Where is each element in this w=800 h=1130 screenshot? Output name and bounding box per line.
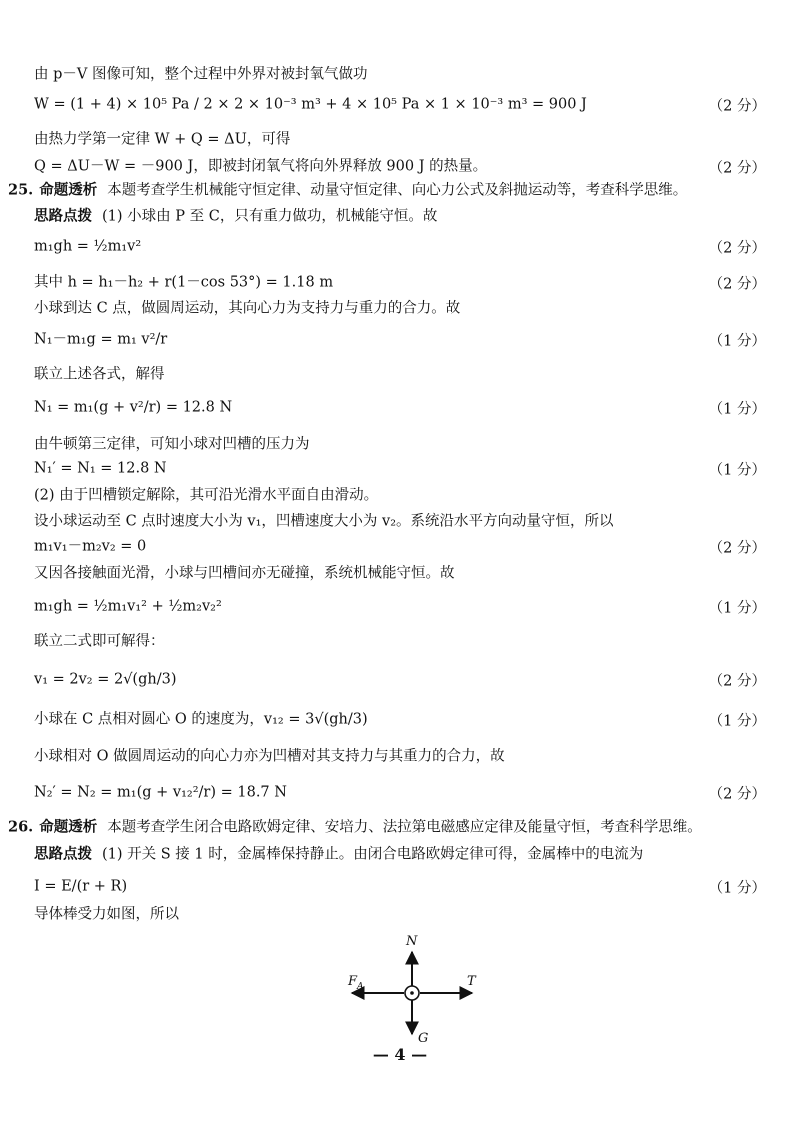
- text-line: [0, 742, 800, 772]
- line-text: 由 p－V 图像可知，整个过程中外界对被封氧气做功: [34, 66, 368, 83]
- analysis-line: [8, 820, 702, 837]
- line-text: 由牛顿第三定律，可知小球对凹槽的压力为: [34, 436, 310, 453]
- text-line: [0, 559, 800, 589]
- label-g: G: [418, 1031, 429, 1046]
- points-label: （2 分）: [708, 160, 766, 177]
- points-label: （2 分）: [708, 540, 766, 557]
- line-text: N₂′ = N₂ = m₁(g + v₁₂²/r) = 18.7 N: [34, 784, 287, 801]
- text-line: [0, 900, 800, 930]
- text-line: [0, 125, 800, 155]
- equation-line: [0, 232, 800, 262]
- line-text: (2) 由于凹槽锁定解除，其可沿光滑水平面自由滑动。: [34, 487, 379, 504]
- hint-tag: 思路点拨: [34, 845, 92, 863]
- line-text: 又因各接触面光滑，小球与凹槽间亦无碰撞，系统机械能守恒。故: [34, 565, 455, 582]
- equation-line: [0, 872, 800, 902]
- question-number: 25.: [8, 181, 34, 199]
- line-text: N₁′ = N₁ = 12.8 N: [34, 460, 167, 477]
- question-25-hint: [0, 202, 800, 232]
- question-26-analysis: [0, 813, 800, 843]
- label-t: T: [467, 974, 476, 989]
- points-label: （1 分）: [708, 333, 766, 350]
- line-text: 小球到达 C 点，做圆周运动，其向心力为支持力与重力的合力。故: [34, 300, 461, 317]
- line-text: 设小球运动至 C 点时速度大小为 v₁，凹槽速度大小为 v₂。系统沿水平方向动量守恒，所以: [34, 513, 614, 530]
- analysis-tag: 命题透析: [39, 818, 98, 836]
- analysis-text: 本题考查学生机械能守恒定律、动量守恒定律、向心力公式及斜抛运动等，考查科学思维。: [107, 182, 688, 199]
- hint-line: [34, 847, 643, 864]
- equation-line: [0, 532, 800, 562]
- points-label: （2 分）: [708, 98, 766, 115]
- line-text: N₁ = m₁(g + v²/r) = 12.8 N: [34, 399, 233, 416]
- text-line: [0, 627, 800, 657]
- equation-line: [0, 592, 800, 622]
- line-text: W = (1 + 4) × 10⁵ Pa / 2 × 2 × 10⁻³ m³ + 4 × 10⁵ Pa × 1 × 10⁻³ m³ = 900 J: [34, 96, 587, 113]
- line-text: 其中 h = h₁－h₂ + r(1－cos 53°) = 1.18 m: [34, 274, 334, 291]
- label-a-subscript: A: [357, 982, 364, 992]
- points-label: （2 分）: [708, 673, 766, 690]
- analysis-line: [8, 183, 687, 200]
- analysis-text: 本题考查学生闭合电路欧姆定律、安培力、法拉第电磁感应定律及能量守恒，考查科学思维。: [107, 819, 702, 836]
- line-text: m₁gh = ½m₁v²: [34, 238, 142, 255]
- line-text: Q = ΔU－W = －900 J，即被封闭氧气将向外界释放 900 J 的热量。: [34, 158, 488, 175]
- text-line: [0, 360, 800, 390]
- points-label: （1 分）: [708, 880, 766, 897]
- line-text: 小球相对 O 做圆周运动的向心力亦为凹槽对其支持力与其重力的合力，故: [34, 748, 505, 765]
- equation-line: [0, 325, 800, 355]
- line-text: m₁gh = ½m₁v₁² + ½m₂v₂²: [34, 598, 222, 615]
- line-text: 导体棒受力如图，所以: [34, 906, 179, 923]
- line-text: m₁v₁－m₂v₂ = 0: [34, 538, 147, 555]
- equation-line: [0, 665, 800, 695]
- hint-text: (1) 开关 S 接 1 时，金属棒保持静止。由闭合电路欧姆定律可得，金属棒中的电流为: [102, 846, 644, 863]
- equation-line: [0, 454, 800, 484]
- current-out-dot: [410, 991, 414, 995]
- points-label: （1 分）: [708, 713, 766, 730]
- equation-line: [0, 705, 800, 735]
- analysis-tag: 命题透析: [39, 181, 98, 199]
- points-label: （1 分）: [708, 401, 766, 418]
- page-number: — 4 —: [372, 1045, 428, 1064]
- hint-tag: 思路点拨: [34, 207, 92, 225]
- label-f: F: [348, 974, 358, 989]
- points-label: （1 分）: [708, 600, 766, 617]
- line-text: 联立二式即可解得：: [34, 633, 165, 650]
- line-text: 联立上述各式，解得: [34, 366, 165, 383]
- label-n: N: [406, 934, 418, 949]
- points-label: （2 分）: [708, 786, 766, 803]
- force-diagram: [340, 930, 490, 1050]
- line-text: v₁ = 2v₂ = 2√(gh/3): [34, 671, 177, 688]
- points-label: （1 分）: [708, 462, 766, 479]
- text-line: [0, 60, 800, 90]
- equation-line: [0, 778, 800, 808]
- points-label: （2 分）: [708, 276, 766, 293]
- question-number: 26.: [8, 818, 34, 836]
- text-line: [0, 294, 800, 324]
- line-text: I = E/(r + R): [34, 878, 128, 895]
- points-label: （2 分）: [708, 240, 766, 257]
- equation-line: [0, 393, 800, 423]
- hint-text: (1) 小球由 P 至 C，只有重力做功，机械能守恒。故: [102, 208, 438, 225]
- question-26-hint: [0, 840, 800, 870]
- line-text: 小球在 C 点相对圆心 O 的速度为，v₁₂ = 3√(gh/3): [34, 711, 368, 728]
- equation-line: [0, 90, 800, 120]
- line-text: 由热力学第一定律 W + Q = ΔU，可得: [34, 131, 291, 148]
- hint-line: [34, 209, 437, 226]
- line-text: N₁－m₁g = m₁ v²/r: [34, 331, 168, 348]
